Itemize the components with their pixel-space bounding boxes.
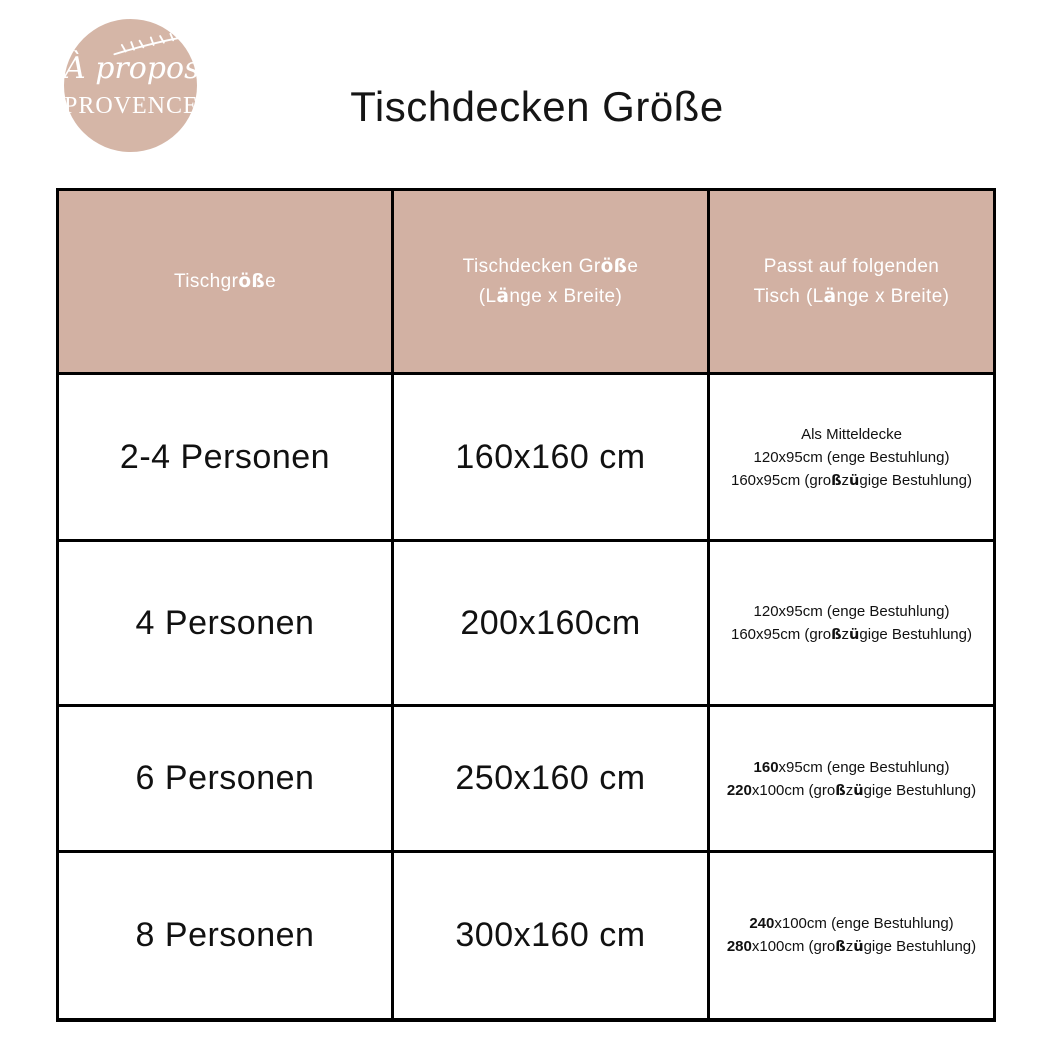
cell-tischgroesse: 4 Personen	[58, 541, 393, 706]
fit-line: 280x100cm (großzügige Bestuhlung)	[726, 938, 977, 956]
table-row	[58, 374, 995, 541]
cell-tischdecken-groesse: 300x160 cm	[393, 852, 709, 1020]
cell-passt-auf	[709, 541, 995, 706]
cell-passt-auf	[709, 374, 995, 541]
fit-line: 120x95cm (enge Bestuhlung)	[753, 448, 950, 466]
fit-line: 240x100cm (enge Bestuhlung)	[749, 915, 954, 933]
fit-line: 220x100cm (großzügige Bestuhlung)	[726, 781, 977, 799]
column-header-label: Tischdecken Größe	[462, 255, 639, 277]
cell-passt-auf	[709, 852, 995, 1020]
fit-line: 160x95cm (enge Bestuhlung)	[753, 758, 950, 776]
cell-tischdecken-groesse: 250x160 cm	[393, 706, 709, 852]
column-header-label: Passt auf folgenden	[763, 255, 940, 277]
cell-tischdecken-groesse: 160x160 cm	[393, 374, 709, 541]
fit-line: 160x95cm (großzügige Bestuhlung)	[731, 471, 972, 489]
size-table	[56, 188, 996, 1022]
cell-tischgroesse: 8 Personen	[58, 852, 393, 1020]
cell-tischgroesse: 2-4 Personen	[58, 374, 393, 541]
table-row	[58, 541, 995, 706]
column-header-passt-auf	[709, 190, 995, 374]
logo-script-text: À propos	[64, 51, 200, 86]
table-header-row	[58, 190, 995, 374]
cell-tischgroesse: 6 Personen	[58, 706, 393, 852]
fit-line: 120x95cm (enge Bestuhlung)	[753, 603, 950, 620]
page-title: Tischdecken Größe	[350, 83, 724, 130]
table-row	[58, 706, 995, 852]
column-header-label: Tisch (Länge x Breite)	[753, 285, 950, 307]
table-row	[58, 852, 995, 1020]
column-header-tischdecken-groesse	[393, 190, 709, 374]
column-header-tischgroesse	[58, 190, 393, 374]
cell-tischdecken-groesse: 200x160cm	[393, 541, 709, 706]
cell-passt-auf	[709, 706, 995, 852]
column-header-label: Tischgröße	[173, 270, 277, 292]
column-header-label: (Länge x Breite)	[478, 285, 623, 307]
fit-line: Als Mitteldecke	[801, 425, 902, 443]
logo-caps-text: PROVENCE	[64, 93, 199, 119]
fit-line: 160x95cm (großzügige Bestuhlung)	[731, 626, 972, 643]
